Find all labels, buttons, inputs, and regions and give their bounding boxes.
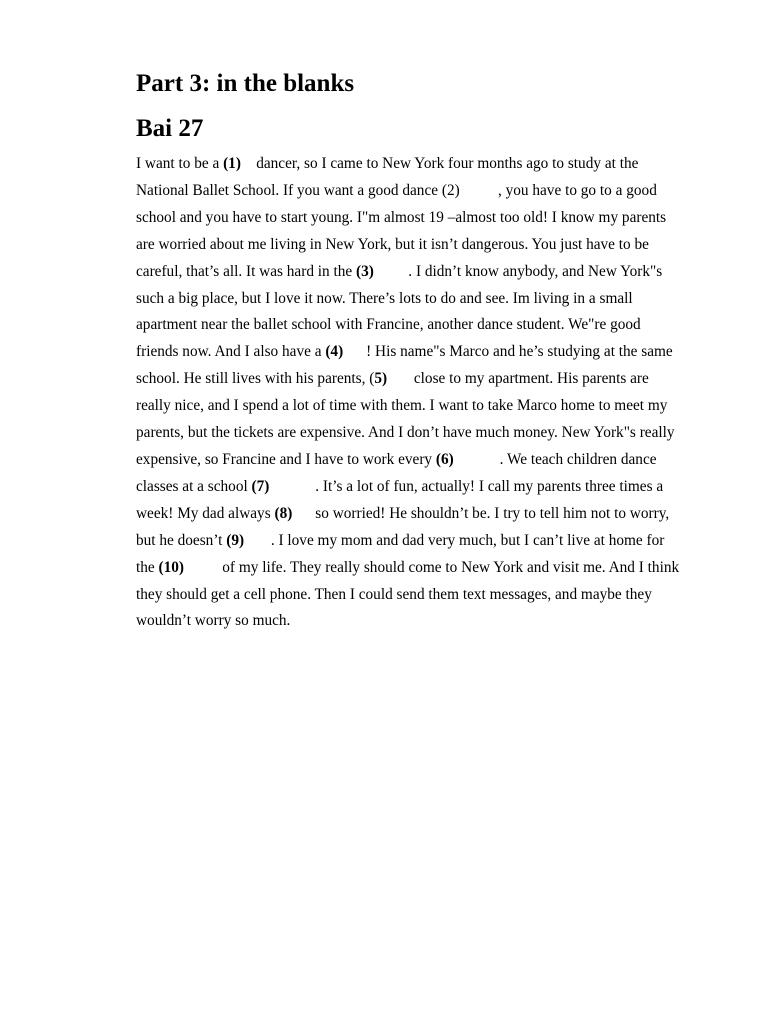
passage-text: National Ballet School. If you want a good dance (2) bbox=[136, 181, 460, 199]
passage-text: , you have to go to a good bbox=[459, 181, 657, 199]
passage-text: the bbox=[136, 558, 159, 576]
blank-number: (1) bbox=[223, 155, 241, 172]
passage-text: apartment near the ballet school with Francine, another dance student. We"re good bbox=[136, 316, 641, 334]
passage-text: they should get a cell phone. Then I could send them text messages, and maybe they bbox=[136, 585, 652, 603]
passage-text: . It’s a lot of fun, actually! I call my parents three times a bbox=[269, 477, 664, 495]
passage-line bbox=[136, 178, 681, 205]
passage-text: but he doesn’t bbox=[136, 531, 227, 549]
passage-text: friends now. And I also have a bbox=[136, 343, 326, 361]
passage-line bbox=[136, 366, 681, 393]
blank-number: (4) bbox=[325, 343, 344, 361]
blank-number: (10) bbox=[158, 558, 185, 576]
passage-line bbox=[136, 205, 681, 232]
passage-text: close to my apartment. His parents are bbox=[387, 370, 649, 388]
passage-line bbox=[136, 555, 681, 582]
passage-text: wouldn’t worry so much. bbox=[136, 612, 291, 630]
passage-line bbox=[136, 608, 681, 635]
blank-number: (7) bbox=[251, 477, 270, 495]
passage-line bbox=[136, 393, 681, 420]
passage-line bbox=[136, 286, 681, 313]
blank-number: (8) bbox=[274, 504, 293, 522]
passage-text: week! My dad always bbox=[136, 504, 275, 522]
passage-text: such a big place, but I love it now. There’s lots to do and see. Im living in a small bbox=[136, 289, 633, 307]
passage-text: dancer, so I came to New York four months ago to study at the bbox=[240, 155, 639, 172]
passage-text: expensive, so Francine and I have to work every bbox=[136, 450, 436, 468]
passage-text: parents, but the tickets are expensive. And I don’t have much money. New York"s really bbox=[136, 424, 675, 442]
passage-text: school and you have to start young. I"m almost 19 –almost too old! I know my parents bbox=[136, 208, 667, 226]
passage-text: classes at a school bbox=[136, 477, 252, 495]
passage-text: careful, that’s all. It was hard in the bbox=[136, 262, 357, 280]
blank-number: 5) bbox=[374, 370, 388, 388]
passage-line bbox=[136, 339, 681, 366]
passage-text: ! His name"s Marco and he’s studying at the same bbox=[343, 343, 673, 361]
blank-number: (6) bbox=[435, 450, 454, 468]
exercise-title: Bai 27 bbox=[136, 115, 204, 142]
part-title: Part 3: in the blanks bbox=[136, 70, 355, 97]
passage-text: really nice, and I spend a lot of time with them. I want to take Marco home to meet my bbox=[136, 397, 668, 415]
passage-text: I want to be a bbox=[136, 155, 224, 172]
passage-text: school. He still lives with his parents, ( bbox=[136, 370, 375, 388]
passage-line bbox=[136, 232, 681, 259]
passage-line bbox=[136, 474, 681, 501]
passage bbox=[136, 151, 681, 635]
blank-number: (9) bbox=[226, 531, 245, 549]
passage-text: of my life. They really should come to New York and visit me. And I think bbox=[184, 558, 680, 576]
passage-text: so worried! He shouldn’t be. I try to tell him not to worry, bbox=[292, 504, 670, 522]
passage-text: . I love my mom and dad very much, but I can’t live at home for bbox=[244, 531, 665, 549]
passage-line bbox=[136, 312, 681, 339]
passage-text: . We teach children dance bbox=[453, 450, 657, 468]
passage-line bbox=[136, 501, 681, 528]
document-page bbox=[136, 66, 681, 635]
passage-line bbox=[136, 151, 681, 178]
passage-line bbox=[136, 447, 681, 474]
passage-text: are worried about me living in New York, but it isn’t dangerous. You just have to be bbox=[136, 235, 649, 253]
passage-line bbox=[136, 582, 681, 609]
passage-line bbox=[136, 420, 681, 447]
blank-number: (3) bbox=[356, 262, 374, 280]
passage-line bbox=[136, 528, 681, 555]
passage-line bbox=[136, 259, 681, 286]
passage-text: . I didn’t know anybody, and New York"s bbox=[373, 262, 663, 280]
